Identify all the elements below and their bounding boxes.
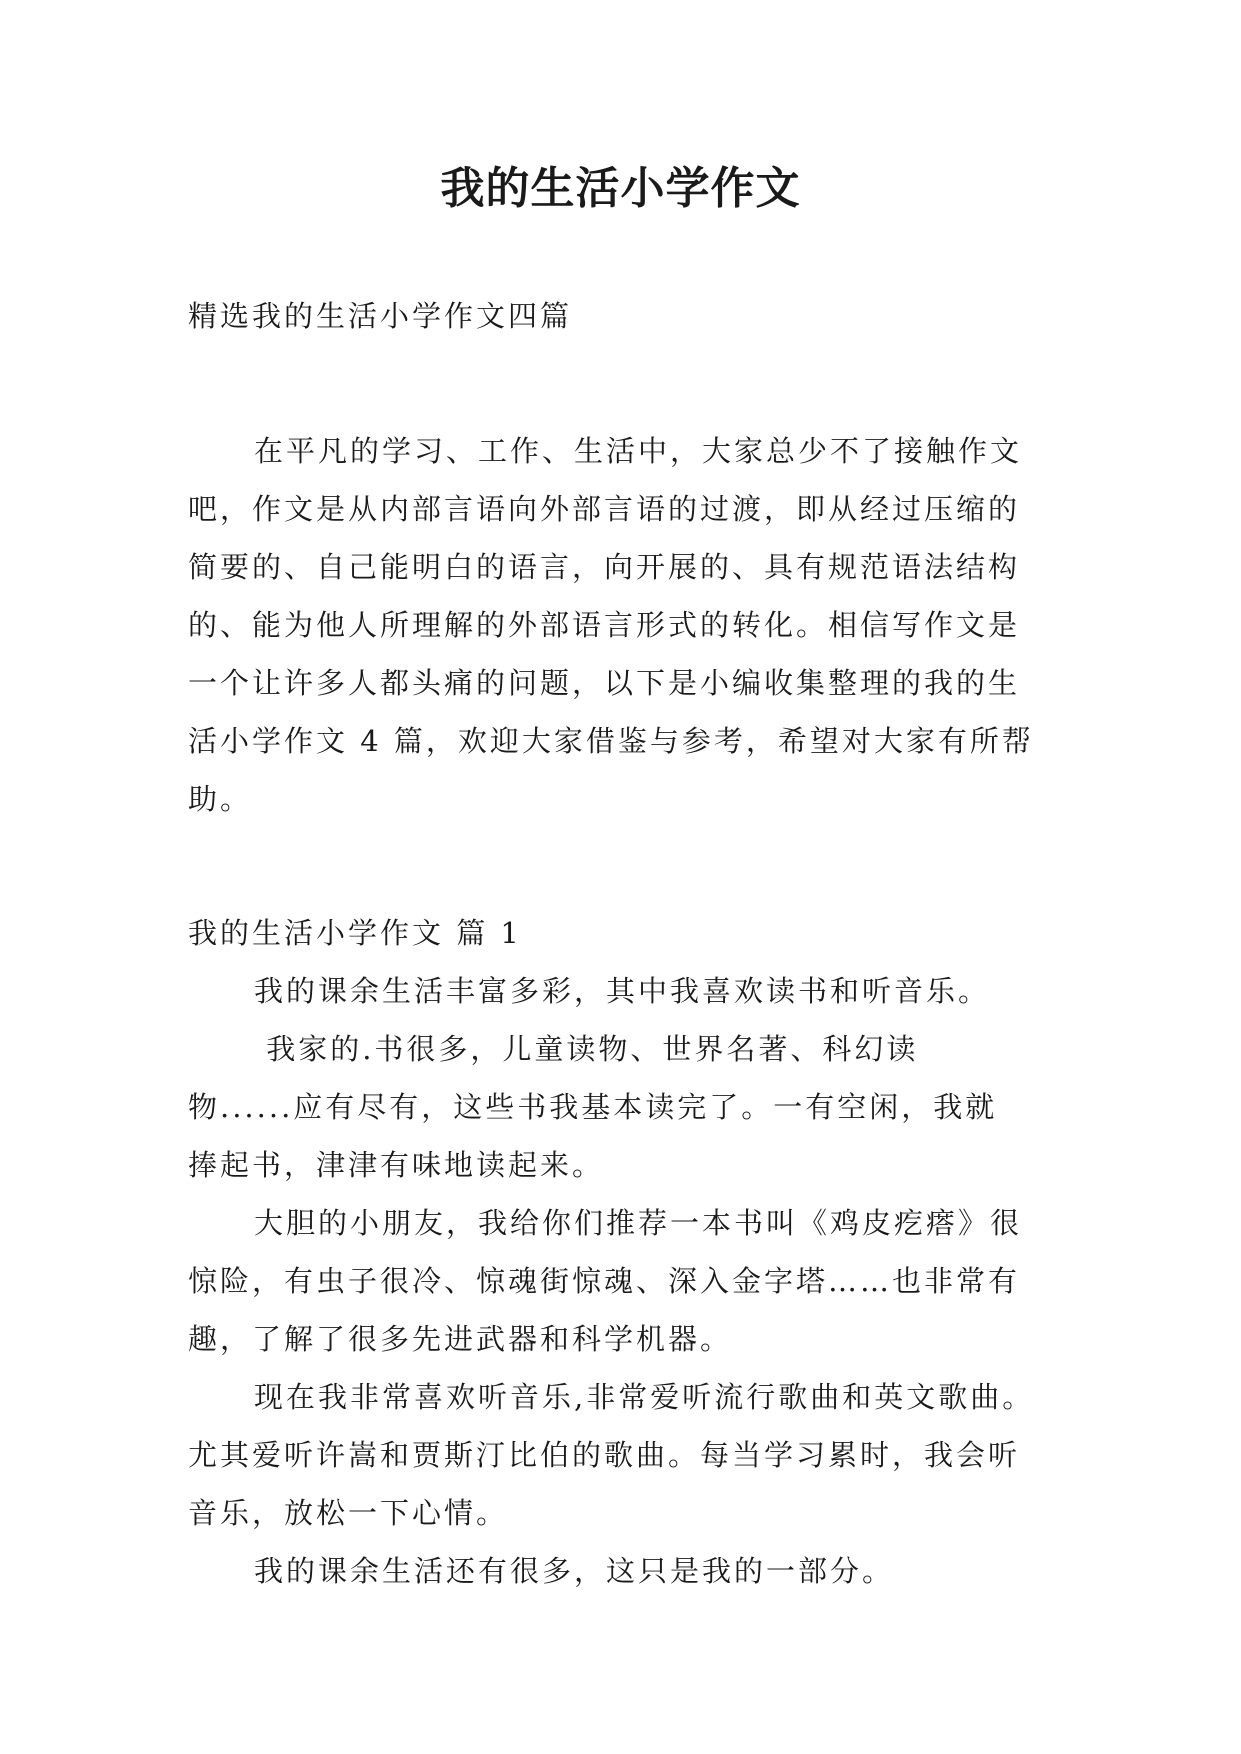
text-line: 大胆的小朋友，我给你们推荐一本书叫《鸡皮疙瘩》很: [254, 1206, 1023, 1240]
document-subtitle: 精选我的生活小学作文四篇: [188, 299, 573, 333]
paragraph: [188, 1542, 1048, 1600]
text-line: 音乐，放松一下心情。: [188, 1496, 509, 1530]
text-line: 活小学作文 4 篇，欢迎大家借鉴与参考，希望对大家有所帮: [188, 724, 1034, 758]
text-line: 的、能为他人所理解的外部语言形式的转化。相信写作文是: [188, 608, 1021, 642]
text-line: 物......应有尽有，这些书我基本读完了。一有空闲，我就: [188, 1090, 998, 1124]
intro-paragraph: [188, 422, 1048, 828]
document-title: 我的生活小学作文: [440, 163, 801, 214]
paragraph: [188, 1194, 1048, 1368]
text-line: 一个让许多人都头痛的问题，以下是小编收集整理的我的生: [188, 666, 1021, 700]
text-line: 在平凡的学习、工作、生活中，大家总少不了接触作文: [254, 434, 1023, 468]
spacer: [188, 346, 1048, 422]
document-body: [188, 286, 1048, 1600]
text-line: 尤其爱听许嵩和贾斯汀比伯的歌曲。每当学习累时，我会听: [188, 1438, 1021, 1472]
text-line: 捧起书，津津有味地读起来。: [188, 1148, 605, 1182]
paragraph: [188, 1020, 1048, 1194]
text-line: 我的课余生活还有很多，这只是我的一部分。: [254, 1554, 895, 1588]
text-line: 吧，作文是从内部言语向外部言语的过渡，即从经过压缩的: [188, 492, 1021, 526]
section-heading: 我的生活小学作文 篇 1: [188, 916, 522, 950]
text-line: 我的课余生活丰富多彩，其中我喜欢读书和听音乐。: [254, 974, 991, 1008]
paragraph: [188, 1368, 1048, 1542]
text-line: 现在我非常喜欢听音乐,非常爱听流行歌曲和英文歌曲。: [254, 1380, 1035, 1414]
text-line: 我家的.书很多，儿童读物、世界名著、科幻读: [254, 1032, 919, 1066]
text-line: 惊险，有虫子很冷、惊魂街惊魂、深入金字塔……也非常有: [188, 1264, 1021, 1298]
text-line: 助。: [188, 782, 253, 816]
text-line: 趣，了解了很多先进武器和科学机器。: [188, 1322, 733, 1356]
spacer: [188, 828, 1048, 904]
text-line: 简要的、自己能明白的语言，向开展的、具有规范语法结构: [188, 550, 1021, 584]
paragraph: [188, 962, 1048, 1020]
